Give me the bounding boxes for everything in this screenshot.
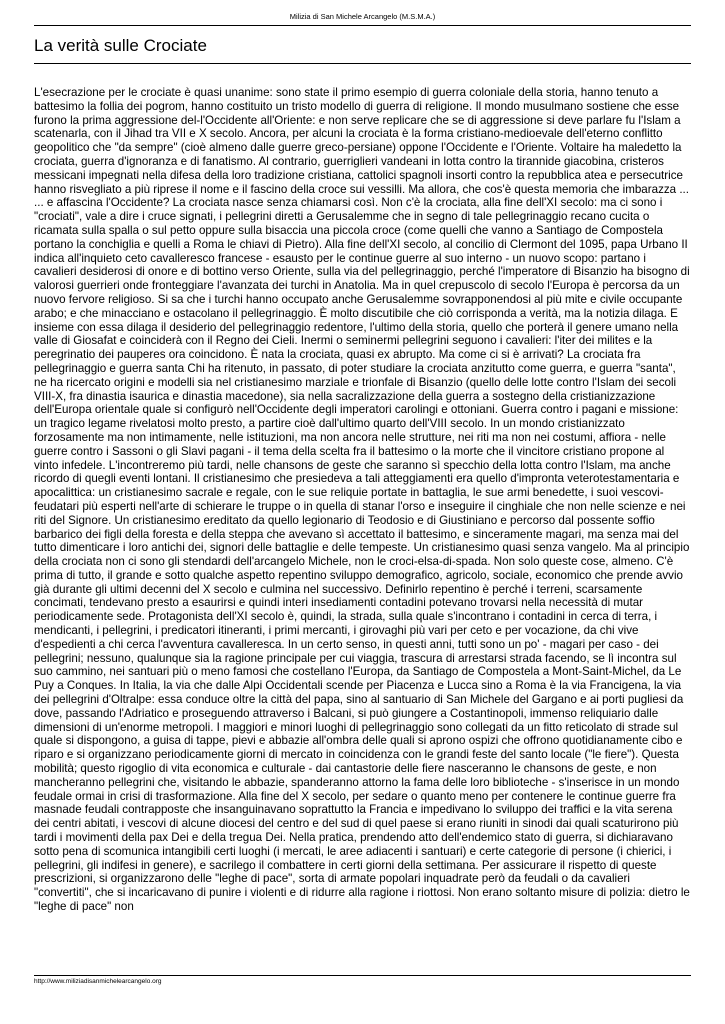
- paragraph-2: ... e affascina l'Occidente? La crociata nasce senza chiamarsi così. Non c'è la crociata, alla fine dell'XI secolo: ma ci sono i "crociati", vale a dire i cruce signati, i pellegrini diretti a Gerusalemme che in segno di tale pellegrinaggio recano cucita o ricamata sulla spalla o sul petto oppure sulla bisaccia una piccola croce (come quelli che vanno a Santiago de Compostela portano la conchiglia e quelli a Roma le chiavi di Pietro). Alla fine dell'XI secolo, al concilio di Clermont del 1095, papa Urbano II indica all'inquieto ceto cavalleresco francese - esausto per le continue guerre al suo interno - un nuovo scopo: partano i cavalieri desiderosi di onore e di bottino verso Oriente, sulla via del pellegrinaggio, perché l'imperatore di Bisanzio ha bisogno di valorosi guerrieri onde fronteggiare l'avanzata dei turchi in Anatolia. Ma in quel crepuscolo di secolo l'Europa è percorsa da un nuovo fervore religioso. Si sa che i turchi hanno occupato anche Gerusalemme sovrapponendosi al più mite e civile occupante arabo; e che minacciano e ostacolano il pellegrinaggio. È molto discutibile che ciò corrisponda a verità, ma la notizia dilaga. E insieme con essa dilaga il desiderio del pellegrinaggio redentore, l'ultimo della storia, quello che porterà il genere umano nella valle di Giosafat e coinciderà con il Regno dei Cieli. Inermi o seminermi pellegrini seguono i cavalieri: l'iter dei milites e la peregrinatio dei pauperes ora coincidono. È nata la crociata, quasi ex abrupto. Ma come ci si è arrivati? La crociata fra pellegrinaggio e guerra santa Chi ha ritenuto, in passato, di poter studiare la crociata anzitutto come guerra, e guerra "santa", ne ha ricercato origini e modelli sia nel cristianesimo marziale e trionfale di Bisanzio (quello delle lotte contro l'Islam dei secoli VIII-X, fra dinastia isaurica e dinastia macedone), sia nella sacralizzazione della guerra a sostegno della cristianizzazione dell'Europa orientale quale si configurò nell'Occidente degli imperatori carolingi e ottoniani. Guerra contro i pagani e missione: un tragico legame rivelatosi molto presto, a partire cioè dall'ultimo quarto dell'VIII secolo. In un mondo cristianizzato forzosamente ma non intimamente, nelle istituzioni, ma non ancora nelle strutture, nei riti ma non nei costumi, affiora - nelle guerre contro i Sassoni o gli Slavi pagani - il tema della scelta fra il battesimo o la morte che il vincitore cristiano propone al vinto infedele. L'incontreremo più tardi, nelle chansons de geste che saranno sì specchio della lotta contro l'Islam, ma anche ricordo di quegli eventi lontani. Il cristianesimo che presiedeva a tali atteggiamenti era quello d'impronta veterotestamentaria e apocalittica: un cristianesimo sacrale e regale, con le sue reliquie portate in battaglia, le sue armi benedette, i suoi vescovi-feudatari più esperti nell'arte di schierare le truppe o in quella di stanar l'orso e inseguire il cinghiale che non nelle scienze e nei riti del Signore. Un cristianesimo ereditato da quello legionario di Teodosio e di Giustiniano e percorso dal possente soffio barbarico dei figli della foresta e della steppa che avevano sì accettato il battesimo, e sinceramente magari, ma senza mai del tutto dimenticare i loro antichi dei, signori delle battaglie e delle tempeste. Un cristianesimo quasi senza vangelo. Ma al principio della crociata non ci sono gli stendardi dell'arcangelo Michele, non le croci-elsa-di-spada. Non solo queste cose, almeno. C'è prima di tutto, il grande e sotto qualche aspetto repentino sviluppo demografico, agricolo, sociale, economico che prende avvio già durante gli ultimi decenni del X secolo e culmina nel successivo. Definirlo repentino è perché i terreni, scarsamente concimati, tendevano presto a esaurirsi e quindi interi insediamenti contadini potevano trovarsi nella necessità di mutar periodicamente sede. Protagonista dell'XI secolo è, quindi, la strada, sulla quale s'incontrano i contadini in cerca di terra, i mendicanti, i pellegrini, i predicatori itineranti, i primi mercanti, i girovaghi più vari per ceto e per vocazione, da chi vive d'espedienti a chi cerca l'avventura cavalleresca. In un certo senso, in questi anni, tutti sono un po' - magari per caso - dei pellegrini; nessuno, qualunque sia la ragione principale per cui viaggia, trascura di arrestarsi strada facendo, se lì incontra sul suo cammino, nei santuari più o meno famosi che costellano l'Europa, da Santiago de Compostela a Mont-Saint-Michel, da Le Puy a Conques. In Italia, la via che dalle Alpi Occidentali scende per Piacenza e Lucca sino a Roma è la via Francigena, la via dei pellegrini d'Oltralpe: essa conduce oltre la città del papa, sino al santuario di San Michele del Gargano e ai porti pugliesi da dove, passando l'Adriatico e proseguendo attraverso i Balcani, si può giungere a Costantinopoli, immenso reliquiario dalle dimensioni di un'enorme metropoli. I maggiori e minori luoghi di pellegrinaggio sono collegati da un fitto reticolato di strade sul quale si dispongono, a guisa di tappe, pievi e abbazie all'ombra delle quali si aprono ospizi che offrono quotidianamente cibo e riparo e si organizzano periodicamente giorni di mercato in coincidenza con le grandi feste del santo locale ("le fiere"). Questa mobilità; questo rigoglio di vita economica e culturale - dai cantastorie delle fiere nasceranno le chansons de geste, e non mancheranno pellegrini che, visitando le abbazie, spanderanno attorno la fama delle loro biblioteche - s'inserisce in un mondo feudale ormai in crisi di trasformazione. Alla fine del X secolo, per sedare o quanto meno per contenere le continue guerre fra masnade feudali contrapposte che insanguinavano soprattutto la Francia e impedivano lo sviluppo dei traffici e la vita serena dei centri abitati, i vescovi di alcune diocesi del centro e del sud di quel paese si erano riuniti in sinodi dai quali scaturirono più tardi i movimenti della pax Dei e della tregua Dei. Nella pratica, prendendo atto dell'endemico stato di guerra, si dichiaravano sotto pena di scomunica intangibili certi luoghi (i mercati, le aree adiacenti i santuari) e certe categorie di persone (i chierici, i pellegrini, gli indifesi in genere), e sacrilego il combattere in certi giorni della settimana. Per assicurare il rispetto di queste prescrizioni, si organizzarono delle "leghe di pace", sorta di armate popolari inquadrate però da feudali o da cavalieri "convertiti", che si incaricavano di punire i violenti e di ridurre alla ragione i riottosi. Non erano soltanto misure di polizia: dietro le "leghe di pace" non: [34, 196, 690, 914]
- running-header: [34, 12, 691, 26]
- page-title: La verità sulle Crociate: [34, 36, 207, 55]
- footer-url: http://www.miliziadisanmichelearcangelo.org: [34, 978, 162, 985]
- paragraph-1: L'esecrazione per le crociate è quasi unanime: sono state il primo esempio di guerra coloniale della storia, hanno tenuto a battesimo la follia dei pogrom, hanno costituito un tristo modello di guerra di religione. Il mondo musulmano sostiene che esse furono la prima aggressione del-l'Occidente all'Oriente: e non serve replicare che se di aggressione si deve parlare fu l'Islam a scatenarla, con il Jihad tra VII e X secolo. Ancora, per alcuni la crociata è la forma cristiano-medioevale dell'eterno conflitto geopolitico che "da sempre" (cioè almeno dalle guerre greco-persiane) oppone l'Occidente e l'Oriente. Voltaire ha maledetto la crociata, guerra d'ignoranza e di fanatismo. Al contrario, guerriglieri vandeani in lotta contro la tirannide giacobina, cristeros messicani impegnati nella difesa della loro tradizione cristiana, cattolici spagnoli insorti contro la repubblica atea e persecutrice hanno risvegliato a più riprese il nome e il fascino della croce sui vessilli. Ma allora, che cos'è questa memoria che imbarazza ...: [34, 86, 689, 196]
- running-header-title: Milizia di San Michele Arcangelo (M.S.M.A.): [289, 12, 436, 21]
- footer-divider: [34, 975, 691, 976]
- title-divider: [34, 63, 691, 64]
- article-body: [34, 86, 691, 974]
